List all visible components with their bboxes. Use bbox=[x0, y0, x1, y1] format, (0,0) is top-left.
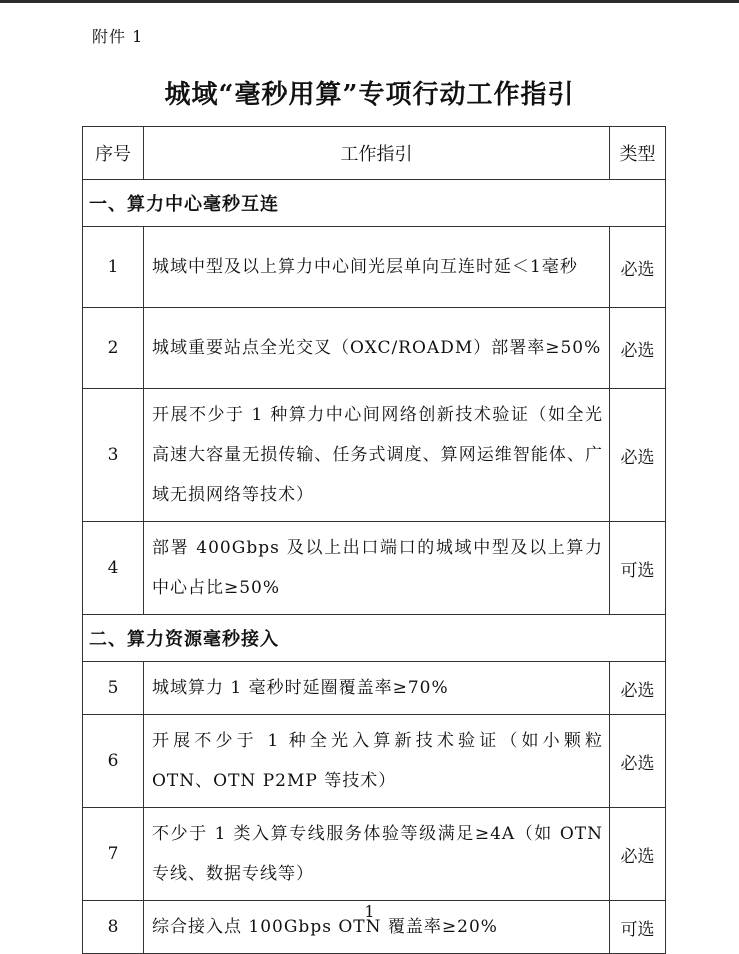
row-number: 5 bbox=[83, 662, 144, 715]
row-guide: 开展不少于 1 种算力中心间网络创新技术验证（如全光高速大容量无损传输、任务式调度、算网运维智能体、广域无损网络等技术） bbox=[144, 389, 610, 522]
row-guide: 部署 400Gbps 及以上出口端口的城域中型及以上算力中心占比≥50% bbox=[144, 522, 610, 615]
row-guide: 城域中型及以上算力中心间光层单向互连时延＜1毫秒 bbox=[144, 227, 610, 308]
row-guide: 不少于 1 类入算专线服务体验等级满足≥4A（如 OTN 专线、数据专线等） bbox=[144, 808, 610, 901]
row-type: 必选 bbox=[610, 808, 666, 901]
header-number: 序号 bbox=[83, 127, 144, 180]
row-type: 必选 bbox=[610, 389, 666, 522]
header-guide: 工作指引 bbox=[144, 127, 610, 180]
table-row bbox=[83, 308, 666, 389]
section-row bbox=[83, 615, 666, 662]
row-guide: 城域算力 1 毫秒时延圈覆盖率≥70% bbox=[144, 662, 610, 715]
row-type: 必选 bbox=[610, 715, 666, 808]
section-heading: 二、算力资源毫秒接入 bbox=[83, 615, 666, 662]
section-row bbox=[83, 180, 666, 227]
attachment-label: 附件 1 bbox=[92, 27, 144, 46]
top-border bbox=[0, 0, 739, 3]
table-row bbox=[83, 715, 666, 808]
page-number: 1 bbox=[364, 902, 375, 921]
row-type: 必选 bbox=[610, 662, 666, 715]
row-number: 1 bbox=[83, 227, 144, 308]
row-guide: 综合接入点 100Gbps OTN 覆盖率≥20% bbox=[144, 901, 610, 954]
row-guide: 开展不少于 1 种全光入算新技术验证（如小颗粒 OTN、OTN P2MP 等技术） bbox=[144, 715, 610, 808]
table-row bbox=[83, 662, 666, 715]
table-row bbox=[83, 389, 666, 522]
row-number: 3 bbox=[83, 389, 144, 522]
document-title: 城域“毫秒用算”专项行动工作指引 bbox=[164, 80, 575, 110]
guide-table bbox=[82, 126, 666, 954]
row-number: 6 bbox=[83, 715, 144, 808]
table-row bbox=[83, 808, 666, 901]
table-header-row bbox=[83, 127, 666, 180]
row-type: 可选 bbox=[610, 901, 666, 954]
table-row bbox=[83, 522, 666, 615]
row-type: 可选 bbox=[610, 522, 666, 615]
row-number: 8 bbox=[83, 901, 144, 954]
row-guide: 城域重要站点全光交叉（OXC/ROADM）部署率≥50% bbox=[144, 308, 610, 389]
row-type: 必选 bbox=[610, 308, 666, 389]
row-type: 必选 bbox=[610, 227, 666, 308]
header-type: 类型 bbox=[610, 127, 666, 180]
row-number: 2 bbox=[83, 308, 144, 389]
table-row bbox=[83, 227, 666, 308]
row-number: 7 bbox=[83, 808, 144, 901]
row-number: 4 bbox=[83, 522, 144, 615]
section-heading: 一、算力中心毫秒互连 bbox=[83, 180, 666, 227]
